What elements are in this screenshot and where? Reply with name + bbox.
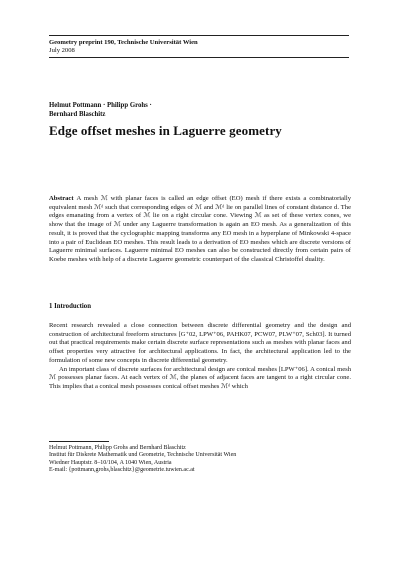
author-affiliation-footnote (49, 441, 351, 475)
abstract-text: A mesh ℳ with planar faces is called an edge offset (EO) mesh if there exists a combinatorially equivalent mesh ℳᵈ such that corresponding edges of ℳ and ℳᵈ lie on parallel lines of constant distance d. The edges emanating from a vertex of ℳ lie on a right circular cone. Viewing ℳ as set of these vertex cones, we show that the image of ℳ under any Laguerre transformation is again an EO mesh. As a generalization of this result, it is proved that the cyclographic mapping transforms any EO mesh in a hyperplane of Minkowski 4-space into a pair of Euclidean EO meshes. This result leads to a derivation of EO meshes which are discrete versions of Laguerre minimal surfaces. Laguerre minimal EO meshes can also be constructed directly from certain pairs of Koebe meshes with help of a discrete Laguerre geometric counterpart of the classical Christoffel duality. (49, 195, 351, 263)
intro-paragraph-1: Recent research revealed a close connection between discrete differential geometry and the design and construction of architectural freeform structures [G⁺02, LPW⁺06, PAHK07, PCW07, PLW⁺07, Sch03]. It turned out that practical requirements make certain discrete surface representations such as meshes with planar faces and offset properties very attractive for architectural applications. In fact, the architectural application led to the formulation of some new concepts in discrete differential geometry. (49, 322, 351, 364)
section-heading: 1 Introduction (49, 303, 91, 310)
paper-title: Edge offset meshes in Laguerre geometry (49, 123, 282, 138)
footnote-institute: Institut für Diskrete Mathematik und Geometrie, Technische Universität Wien (49, 452, 237, 459)
authors-line-2: Bernhard Blaschitz (49, 111, 106, 118)
footnote-authors: Helmut Pottmann, Philipp Grohs and Bernhard Blaschitz (49, 445, 186, 451)
preprint-header (49, 35, 349, 58)
authors-line-1: Helmut Pottmann · Philipp Grohs · (49, 102, 152, 109)
footnote-email: E-mail: {pottmann,grohs,blaschitz}@geometrie.tuwien.ac.at (49, 467, 195, 474)
author-list (49, 101, 349, 119)
preprint-date: July 2008 (49, 47, 75, 54)
intro-paragraph-2: An important class of discrete surfaces for architectural design are conical meshes [LPW⁺06]. A conical mesh ℳ possesses planar faces. At each vertex of ℳ, the planes of adjacent faces are tangent to a right circular cone. This implies that a conical mesh possesses conical offset meshes ℳᵈ which (49, 365, 351, 390)
footnote-rule (49, 441, 109, 442)
footnote-address: Wiedner Hauptstr. 8–10/104, A 1040 Wien, Austria (49, 459, 172, 466)
abstract-label: Abstract (49, 195, 74, 202)
introduction-body (49, 322, 351, 392)
abstract (49, 195, 351, 265)
preprint-series: Geometry preprint 190, Technische Universität Wien (49, 39, 198, 46)
